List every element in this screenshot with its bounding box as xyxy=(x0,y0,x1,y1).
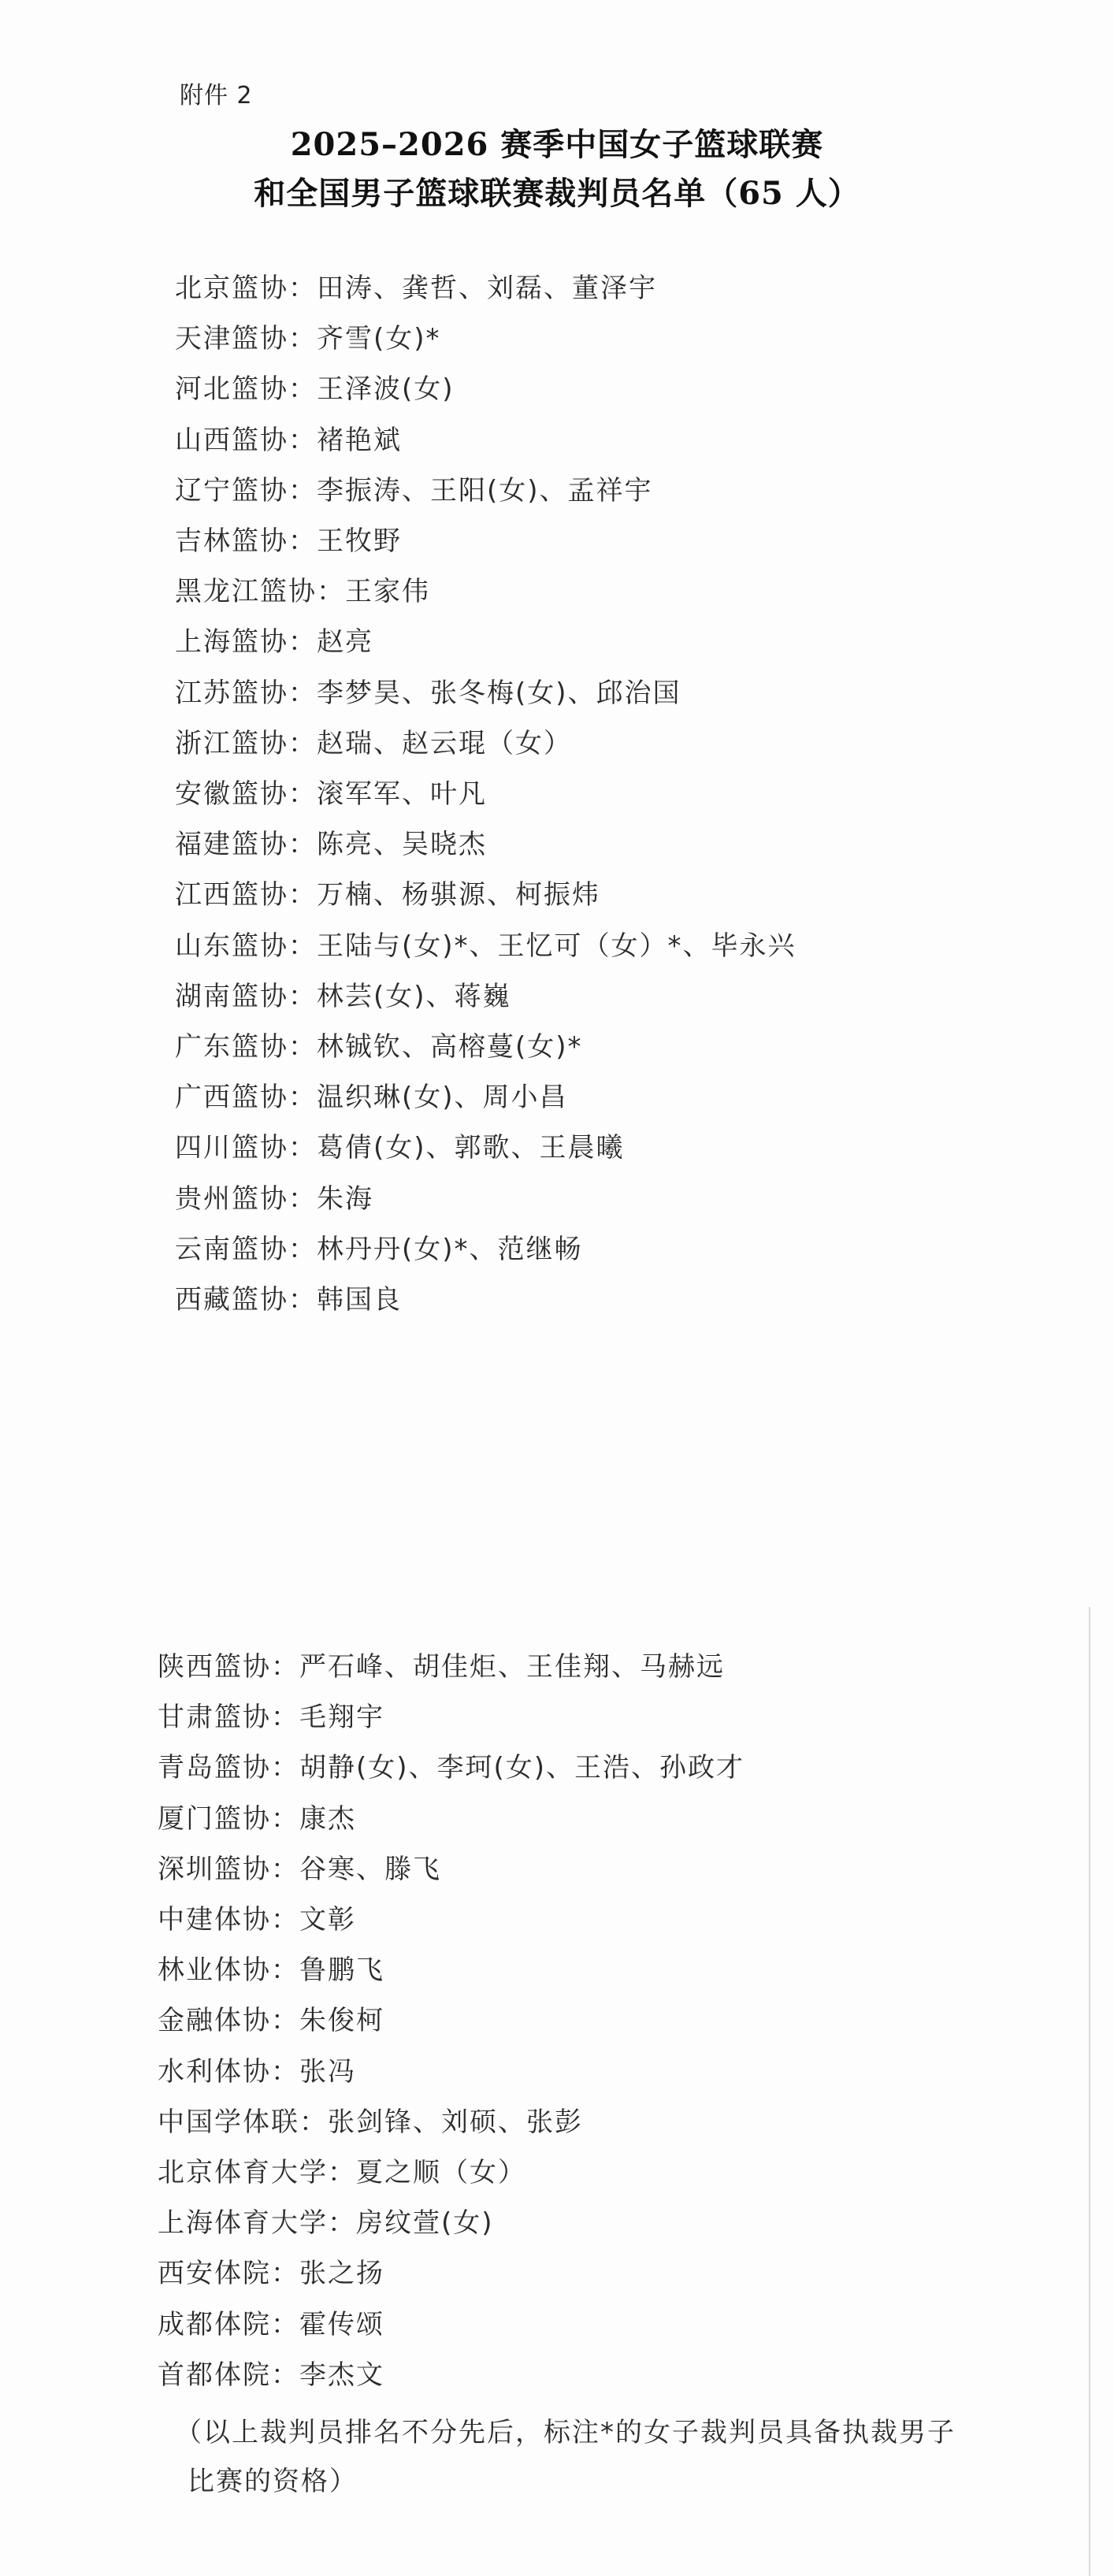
referee-entry xyxy=(158,2201,494,2240)
referee-entry xyxy=(175,873,600,911)
association-name: 青岛篮协： xyxy=(158,1752,299,1784)
association-name: 金融体协： xyxy=(158,2005,299,2037)
referee-names: 褚艳斌 xyxy=(317,424,402,456)
referee-entry xyxy=(175,772,487,811)
association-name: 林业体协： xyxy=(158,1954,299,1987)
association-name: 安徽篮协： xyxy=(175,778,317,810)
association-name: 成都体院： xyxy=(158,2308,299,2340)
association-name: 上海体育大学： xyxy=(158,2207,356,2240)
association-name: 山东篮协： xyxy=(175,930,317,962)
association-name: 中建体协： xyxy=(158,1904,299,1936)
referee-names: 林芸(女)、蒋巍 xyxy=(317,980,511,1012)
association-name: 山西篮协： xyxy=(175,424,317,456)
association-name: 北京体育大学： xyxy=(158,2157,356,2188)
referee-entry xyxy=(158,2100,583,2139)
referee-names: 张冯 xyxy=(299,2055,356,2088)
referee-names: 霍传颂 xyxy=(299,2308,384,2340)
association-name: 深圳篮协： xyxy=(158,1853,299,1885)
association-name: 辽宁篮协： xyxy=(175,474,317,507)
referee-names: 朱海 xyxy=(317,1182,373,1215)
referee-entry xyxy=(158,1645,725,1683)
referee-entry xyxy=(175,822,487,861)
referee-names: 王陆与(女)*、王忆可（女）*、毕永兴 xyxy=(317,930,797,962)
referee-names: 康杰 xyxy=(299,1802,356,1835)
referee-entry xyxy=(175,266,657,305)
association-name: 首都体院： xyxy=(158,2359,299,2391)
referee-names: 张剑锋、刘硕、张彭 xyxy=(328,2106,583,2138)
association-name: 四川篮协： xyxy=(175,1132,317,1164)
referee-names: 林铖钦、高榕蔓(女)* xyxy=(317,1031,583,1063)
referee-entry xyxy=(175,924,797,963)
referee-names: 鲁鹏飞 xyxy=(299,1954,384,1987)
association-name: 水利体协： xyxy=(158,2055,299,2088)
referee-entry xyxy=(175,620,373,659)
referee-names: 赵亮 xyxy=(317,626,373,659)
referee-names: 王牧野 xyxy=(317,525,402,557)
referee-names: 李梦昊、张冬梅(女)、邱治国 xyxy=(317,677,681,709)
association-name: 厦门篮协： xyxy=(158,1802,299,1835)
referee-names: 胡静(女)、李珂(女)、王浩、孙政才 xyxy=(299,1752,745,1784)
association-name: 西藏篮协： xyxy=(175,1284,317,1316)
referee-entry xyxy=(158,2251,384,2290)
association-name: 福建篮协： xyxy=(175,829,317,861)
association-name: 上海篮协： xyxy=(175,626,317,659)
association-name: 江苏篮协： xyxy=(175,677,317,709)
referee-names: 韩国良 xyxy=(317,1284,402,1316)
referee-entry xyxy=(175,317,441,355)
referee-names: 万楠、杨骐源、柯振炜 xyxy=(317,879,600,911)
referee-entry xyxy=(175,418,402,457)
referee-entry xyxy=(158,1948,384,1987)
referee-entry xyxy=(175,722,572,760)
association-name: 湖南篮协： xyxy=(175,980,317,1012)
referee-names: 陈亮、吴晓杰 xyxy=(317,829,487,861)
referee-entry xyxy=(175,671,681,710)
referee-entry xyxy=(175,974,511,1013)
document-title-line-1: 2025–2026 赛季中国女子篮球联赛 xyxy=(290,126,824,163)
referee-entry xyxy=(175,519,402,558)
referee-names: 房纹萱(女) xyxy=(356,2207,494,2240)
association-name: 陕西篮协： xyxy=(158,1651,299,1683)
referee-entry xyxy=(158,2050,356,2088)
association-name: 江西篮协： xyxy=(175,879,317,911)
referee-entry xyxy=(175,1177,373,1216)
attachment-label: 附件 2 xyxy=(180,82,253,109)
referee-names: 田涛、龚哲、刘磊、董泽宇 xyxy=(317,273,657,304)
referee-entry xyxy=(175,367,455,406)
referee-names: 夏之顺（女） xyxy=(356,2157,526,2188)
referee-names: 赵瑞、赵云琨（女） xyxy=(317,727,572,759)
referee-entry xyxy=(175,1075,568,1114)
referee-names: 齐雪(女)* xyxy=(317,323,441,355)
association-name: 北京篮协： xyxy=(175,273,317,304)
referee-entry xyxy=(175,1126,625,1164)
document-title-line-2: 和全国男子篮球联赛裁判员名单（65 人） xyxy=(254,175,860,212)
referee-entry xyxy=(158,2353,384,2392)
footnote-line-1: （以上裁判员排名不分先后，标注*的女子裁判员具备执裁男子 xyxy=(175,2417,956,2448)
referee-names: 滚军军、叶凡 xyxy=(317,778,487,810)
referee-entry xyxy=(175,1278,402,1316)
referee-entry xyxy=(158,1898,356,1936)
referee-names: 朱俊柯 xyxy=(299,2005,384,2037)
association-name: 黑龙江篮协： xyxy=(175,576,345,608)
association-name: 云南篮协： xyxy=(175,1233,317,1265)
association-name: 甘肃篮协： xyxy=(158,1702,299,1734)
association-name: 广西篮协： xyxy=(175,1082,317,1114)
referee-names: 李振涛、王阳(女)、孟祥宇 xyxy=(317,474,653,507)
referee-names: 毛翔宇 xyxy=(299,1702,384,1734)
referee-names: 谷寒、滕飞 xyxy=(299,1853,441,1885)
referee-entry xyxy=(158,1746,745,1784)
referee-entry xyxy=(158,2303,384,2341)
referee-entry xyxy=(175,469,653,507)
referee-names: 林丹丹(女)*、范继畅 xyxy=(317,1233,583,1265)
association-name: 河北篮协： xyxy=(175,373,317,406)
referee-entry xyxy=(175,1227,583,1266)
referee-names: 张之扬 xyxy=(299,2258,384,2290)
referee-names: 王泽波(女) xyxy=(317,373,455,406)
association-name: 广东篮协： xyxy=(175,1031,317,1063)
association-name: 贵州篮协： xyxy=(175,1182,317,1215)
referee-entry xyxy=(158,2151,526,2189)
association-name: 西安体院： xyxy=(158,2258,299,2290)
footnote-line-2: 比赛的资格） xyxy=(188,2466,358,2497)
referee-names: 文彰 xyxy=(299,1904,356,1936)
referee-names: 严石峰、胡佳炬、王佳翔、马赫远 xyxy=(299,1651,725,1683)
association-name: 吉林篮协： xyxy=(175,525,317,557)
referee-names: 葛倩(女)、郭歌、王晨曦 xyxy=(317,1132,625,1164)
referee-entry xyxy=(175,570,430,608)
association-name: 中国学体联： xyxy=(158,2106,328,2138)
referee-entry xyxy=(158,1847,441,1886)
referee-entry xyxy=(158,1797,356,1835)
referee-names: 温织琳(女)、周小昌 xyxy=(317,1082,568,1114)
association-name: 天津篮协： xyxy=(175,323,317,355)
referee-entry xyxy=(158,1695,384,1734)
referee-names: 李杰文 xyxy=(299,2359,384,2391)
page-edge-line xyxy=(1089,1607,1090,2576)
referee-entry xyxy=(175,1025,583,1063)
referee-names: 王家伟 xyxy=(345,576,430,608)
referee-entry xyxy=(158,1999,384,2037)
association-name: 浙江篮协： xyxy=(175,727,317,759)
